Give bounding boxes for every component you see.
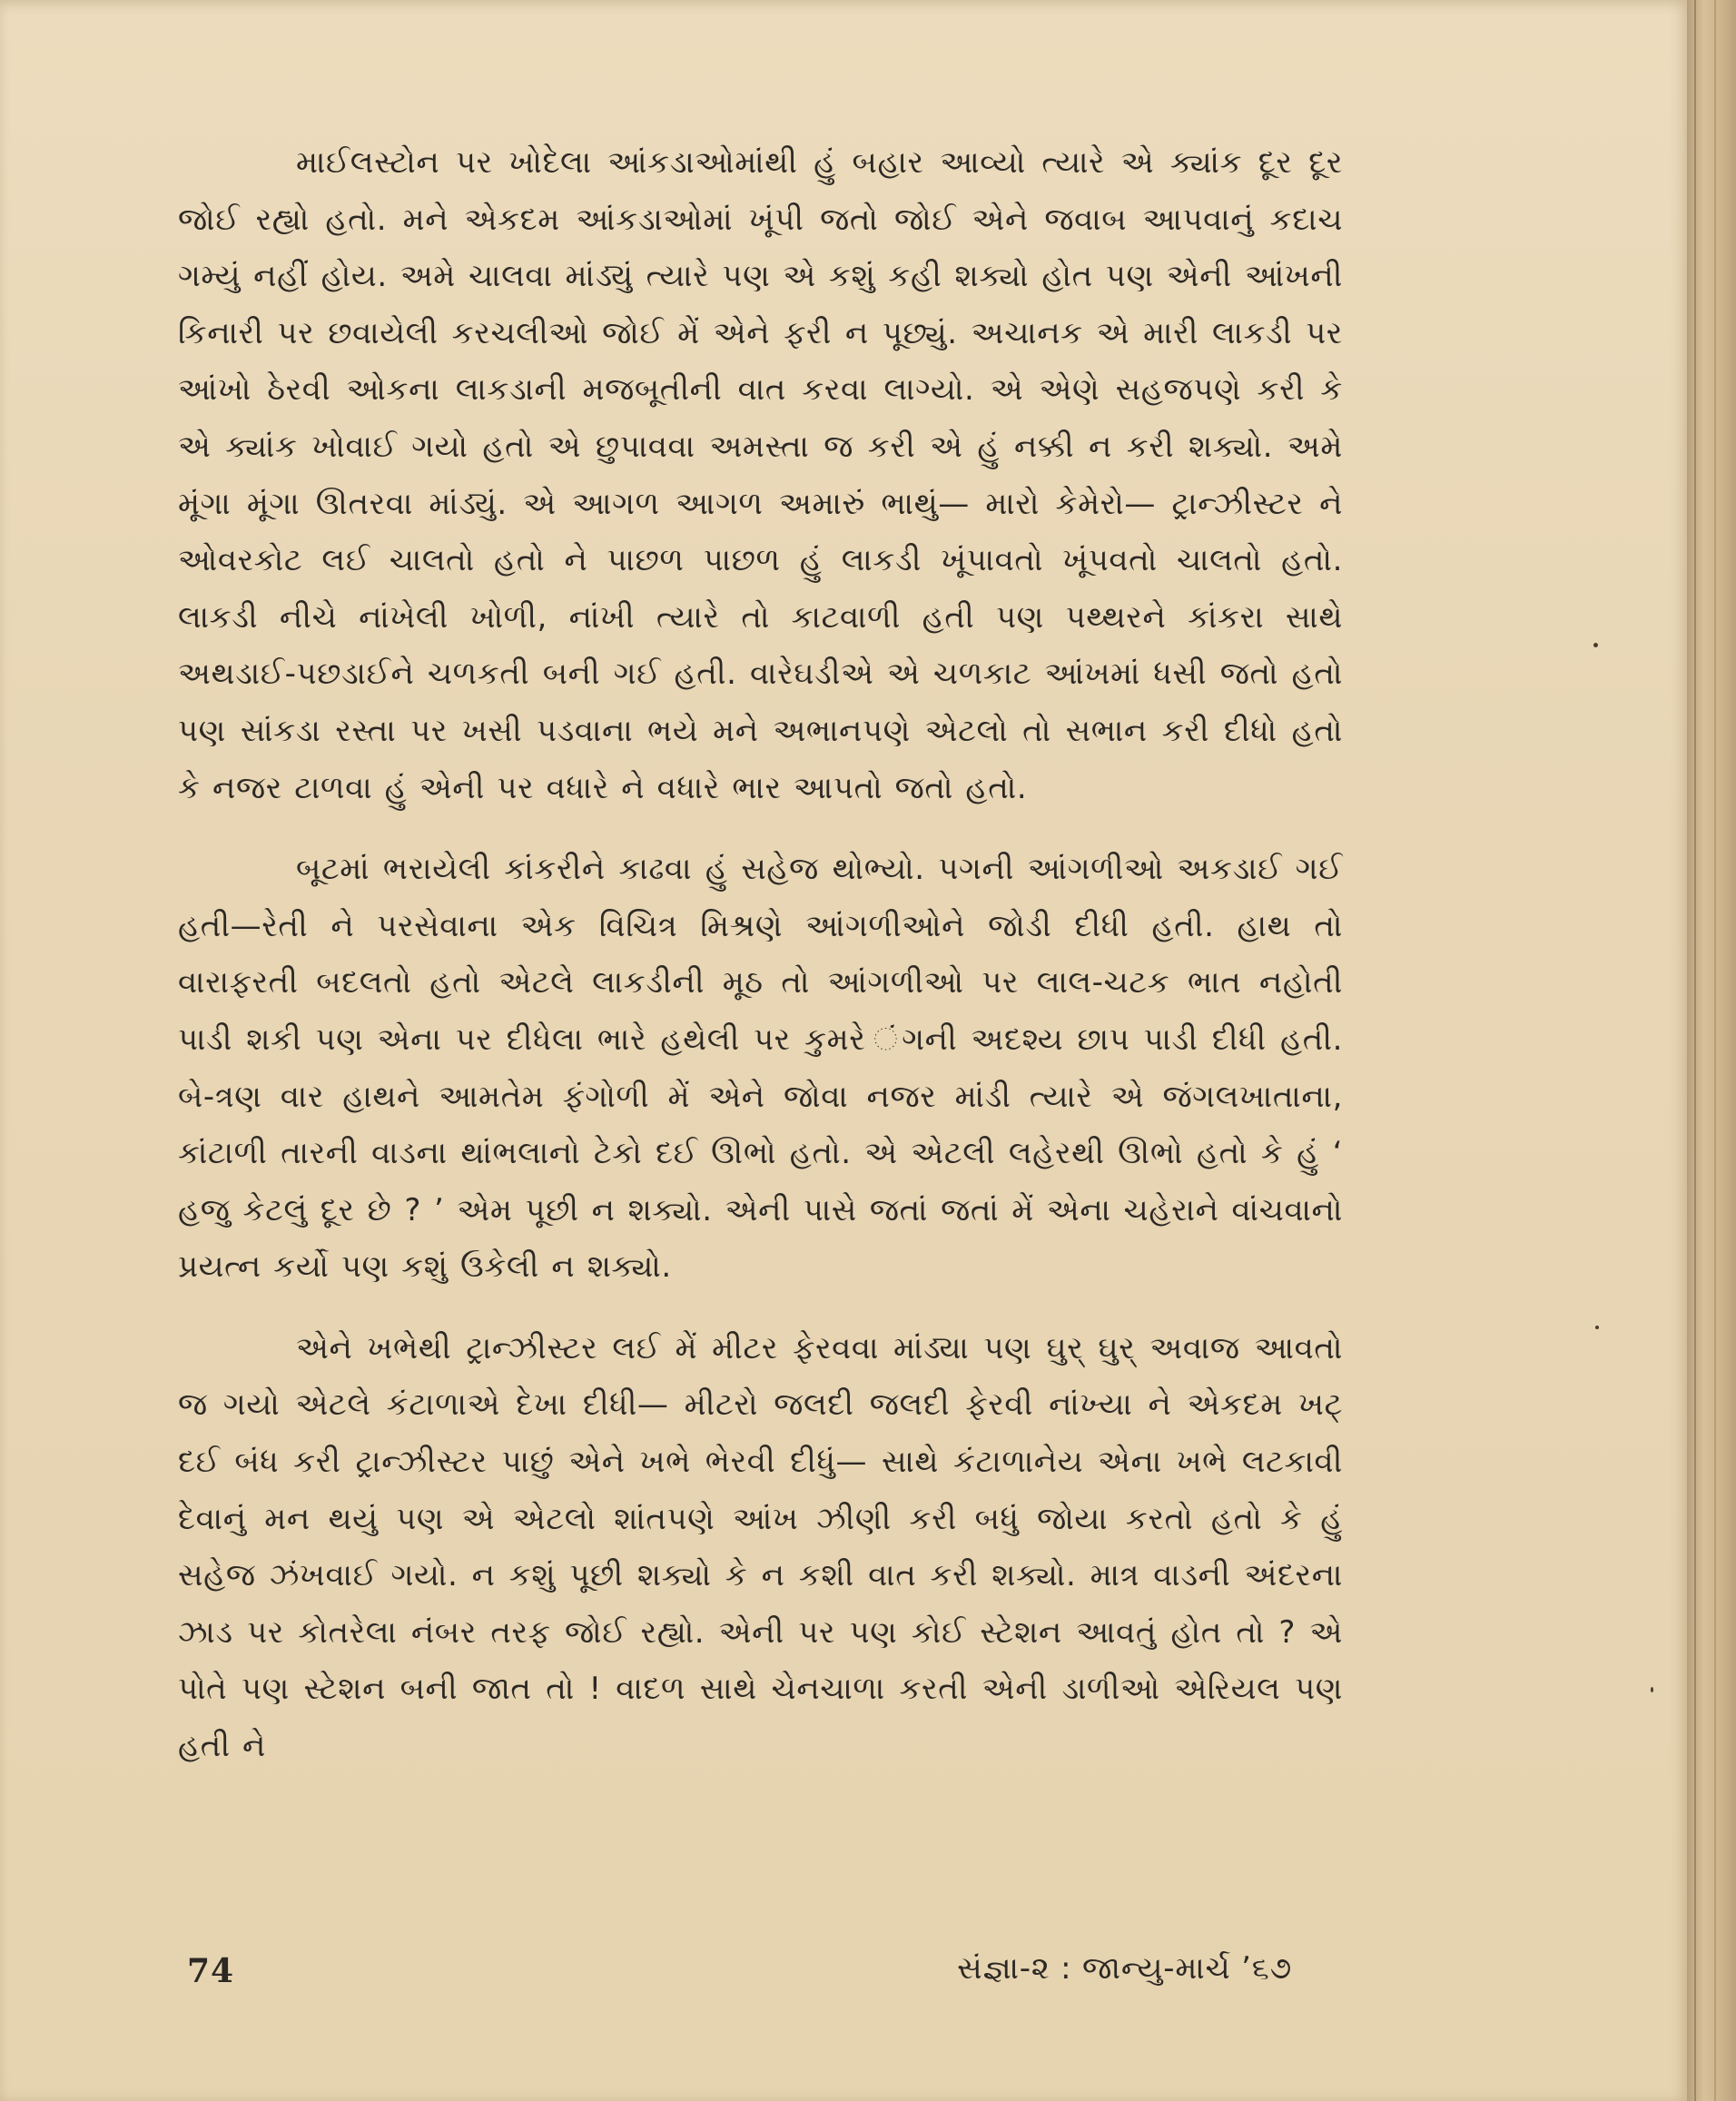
page-edge (1687, 0, 1736, 2101)
journal-footer: સંજ્ઞા-૨ : જાન્યુ-માર્ચ ’૬૭ (957, 1950, 1292, 1987)
paragraph-3: એને ખભેથી ટ્રાન્ઝીસ્ટર લઈ મેં મીટર ફેરવવા માંડ્યા પણ ઘુર્ ઘુર્ અવાજ આવતો જ ગયો એટલે કંટાળાએ દેખા દીધી— મીટરો જલદી જલદી ફેરવી નાંખ્યા ને એકદમ ખટ્ દઈ બંધ કરી ટ્રાન્ઝીસ્ટર પાછું એને ખભે ભેરવી દીધું— સાથે કંટાળાનેય એના ખભે લટકાવી દેવાનું મન થયું પણ એ એટલો શાંતપણે આંખ ઝીણી કરી બધું જોયા કરતો હતો કે હું સહેજ ઝંખવાઈ ગયો. ન કશું પૂછી શક્યો કે ન કશી વાત કરી શક્યો. માત્ર વાડની અંદરના ઝાડ પર કોતરેલા નંબર તરફ જોઈ રહ્યો. એની પર પણ કોઈ સ્ટેશન આવતું હોત તો ? એ પોતે પણ સ્ટેશન બની જાત તો ! વાદળ સાથે ચેનચાળા કરતી એની ડાળીઓ એરિયલ પણ હતી ને (178, 1329, 1343, 1765)
ink-speck (1593, 643, 1598, 647)
paragraph-2: બૂટમાં ભરાયેલી કાંકરીને કાઢવા હું સહેજ થોભ્યો. પગની આંગળીઓ અકડાઈ ગઈ હતી—રેતી ને પરસેવાના એક વિચિત્ર મિશ્રણે આંગળીઓને જોડી દીધી હતી. હાથ તો વારાફરતી બદલતો હતો એટલે લાકડીની મૂઠ તો આંગળીઓ પર લાલ-ચટક ભાત નહોતી પાડી શકી પણ એના પર દીધેલા ભારે હથેલી પર કુમરે ંગની અદશ્ય છાપ પાડી દીધી હતી. બે-ત્રણ વાર હાથને આમતેમ ફંગોળી મેં એને જોવા નજર માંડી ત્યારે એ જંગલખાતાના, કાંટાળી તારની વાડના થાંભલાનો ટેકો દઈ ઊભો હતો. એ એટલી લહેરથી ઊભો હતો કે હું ‘ હજુ કેટલું દૂર છે ? ’ એમ પૂછી ન શક્યો. એની પાસે જતાં જતાં મેં એના ચહેરાને વાંચવાનો પ્રયત્ન કર્યો પણ કશું ઉકેલી ન શક્યો. (178, 851, 1343, 1286)
ink-speck (1595, 1326, 1599, 1329)
ink-speck (1651, 1687, 1653, 1692)
body-text (178, 134, 1343, 1775)
page-number: 74 (187, 1952, 235, 1990)
paragraph-1: માઈલસ્ટોન પર ખોદેલા આંકડાઓમાંથી હું બહાર આવ્યો ત્યારે એ ક્યાંક દૂર દૂર જોઈ રહ્યો હતો. મને એકદમ આંકડાઓમાં ખૂંપી જતો જોઈ એને જવાબ આપવાનું કદાચ ગમ્યું નહીં હોય. અમે ચાલવા માંડ્યું ત્યારે પણ એ કશું કહી શક્યો હોત પણ એની આંખની કિનારી પર છવાયેલી કરચલીઓ જોઈ મેં એને ફરી ન પૂછ્યું. અચાનક એ મારી લાકડી પર આંખો ઠેરવી ઓકના લાકડાની મજબૂતીની વાત કરવા લાગ્યો. એ એણે સહજપણે કરી કે એ ક્યાંક ખોવાઈ ગયો હતો એ છુપાવવા અમસ્તા જ કરી એ હું નક્કી ન કરી શક્યો. અમે મૂંગા મૂંગા ઊતરવા માંડ્યું. એ આગળ આગળ અમારું ભાથું— મારો કેમેરો— ટ્રાન્ઝીસ્ટર ને ઓવરકોટ લઈ ચાલતો હતો ને પાછળ પાછળ હું લાકડી ખૂંપાવતો ખૂંપવતો ચાલતો હતો. લાકડી નીચે નાંખેલી ખોળી, નાંખી ત્યારે તો કાટવાળી હતી પણ પથ્થરને કાંકરા સાથે અથડાઈ-પછડાઈને ચળકતી બની ગઈ હતી. વારેઘડીએ એ ચળકાટ આંખમાં ધસી જતો હતો પણ સાંકડા રસ્તા પર ખસી પડવાના ભયે મને અભાનપણે એટલો તો સભાન કરી દીધો હતો કે નજર ટાળવા હું એની પર વધારે ને વધારે ભાર આપતો જતો હતો. (178, 144, 1343, 806)
